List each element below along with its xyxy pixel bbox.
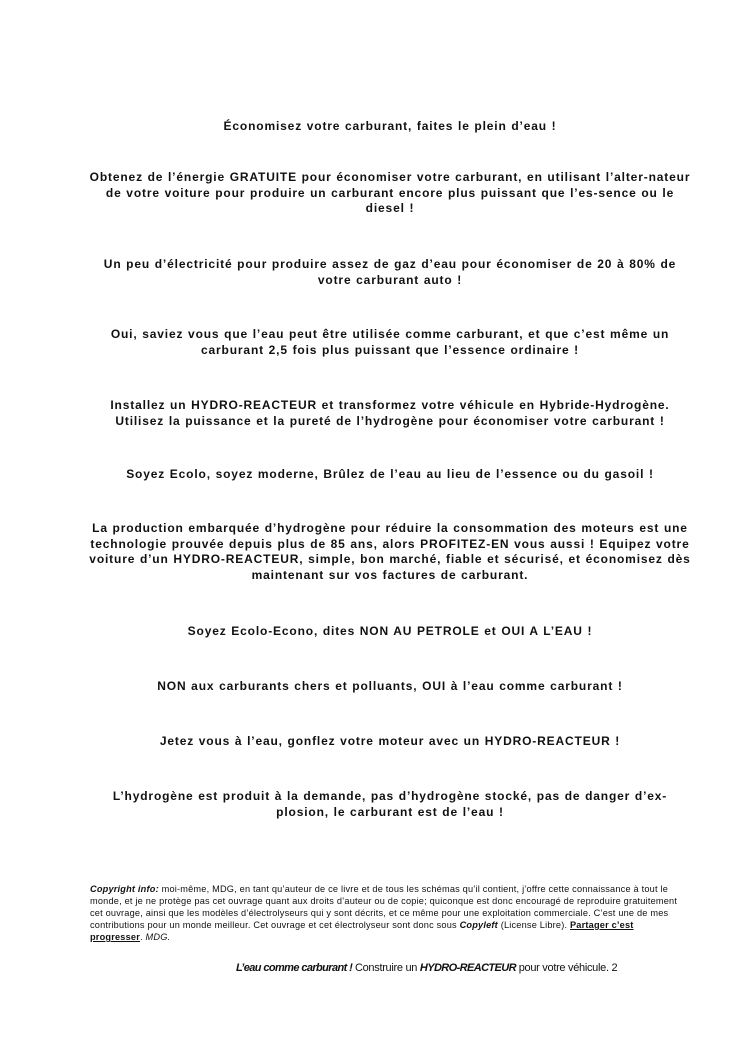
page-number: 2 [611,962,618,974]
copyright-signature: MDG. [145,932,171,942]
paragraph-hydrogen-on-demand: L’hydrogène est produit à la demande, pas d’hydrogène stocké, pas de danger d’ex-plosion, le carburant est de l’eau ! [112,789,668,819]
page-footer [236,961,666,975]
copyright-notice [90,883,686,943]
copyright-license: (License Libre). [497,920,570,930]
copyright-period: . [140,932,146,942]
paragraph-be-ecolo: Soyez Ecolo, soyez moderne, Brûlez de l’eau au lieu de l’essence ou du gasoil ! [126,467,654,481]
paragraph-no-petrol: Soyez Ecolo-Econo, dites NON AU PETROLE et OUI A L’EAU ! [187,624,593,638]
paragraph-install-reactor: Installez un HYDRO-REACTEUR et transformez votre véhicule en Hybride-Hydrogène. Utilisez la puissance et la pureté de l’hydrogène pour économiser votre carburant ! [110,398,670,428]
paragraph-jump-in-water: Jetez vous à l’eau, gonflez votre moteur avec un HYDRO-REACTEUR ! [159,734,621,748]
paragraph-electricity: Un peu d’électricité pour produire assez de gaz d’eau pour économiser de 20 à 80% de votre carburant auto ! [103,257,677,287]
copyleft-term: Copyleft [459,920,498,930]
footer-text-2: pour votre véhicule. [515,962,612,974]
paragraph-onboard-production: La production embarquée d’hydrogène pour réduire la consommation des moteurs est une technologie prouvée depuis plus de 85 ans, alors PROFITEZ-EN vous aussi ! Equipez votre voiture d’un HYDRO-REACTEUR, simple, bon marché, fiable et sécurisé, et économisez dès maintenant sur vos factures de carburant. [89,521,691,582]
footer-book-title: L’eau comme carburant ! [236,962,353,974]
paragraph-water-fuel: Oui, saviez vous que l’eau peut être utilisée comme carburant, et que c’est même un carburant 2,5 fois plus puissant que l’essence ordinaire ! [110,327,670,357]
paragraph-no-expensive-fuel: NON aux carburants chers et polluants, OUI à l’eau comme carburant ! [157,679,623,693]
copyright-text: moi-même, MDG, en tant qu’auteur de ce livre et de tous les schémas qu’il contient, j’offre cette connaissance à tout le monde, et je ne protège pas cet ouvrage quant aux droits d’auteur ou de copie; quiconque est donc encouragé de reproduire gratuitement cet ouvrage, ainsi que les modèles d’électrolyseurs qui y sont décrits, et ce même pour une exploitation commerciale. C’est une de mes contributions pour un monde meilleur. Cet ouvrage et cet électrolyseur sont donc sous [90,884,678,930]
copyright-label: Copyright info [90,884,156,894]
footer-text: Construire un [352,962,420,974]
page-title: Économisez votre carburant, faites le plein d’eau ! [223,119,557,133]
footer-device-name: HYDRO-REACTEUR [419,962,516,974]
copyright-colon: : [155,884,162,894]
share-progress-link[interactable]: Partager c’est progresser [90,920,634,942]
paragraph-free-energy: Obtenez de l’énergie GRATUITE pour économiser votre carburant, en utilisant l’alter-nateur de votre voiture pour produire un carburant encore plus puissant que l’es-sence ou le diesel ! [89,170,691,216]
